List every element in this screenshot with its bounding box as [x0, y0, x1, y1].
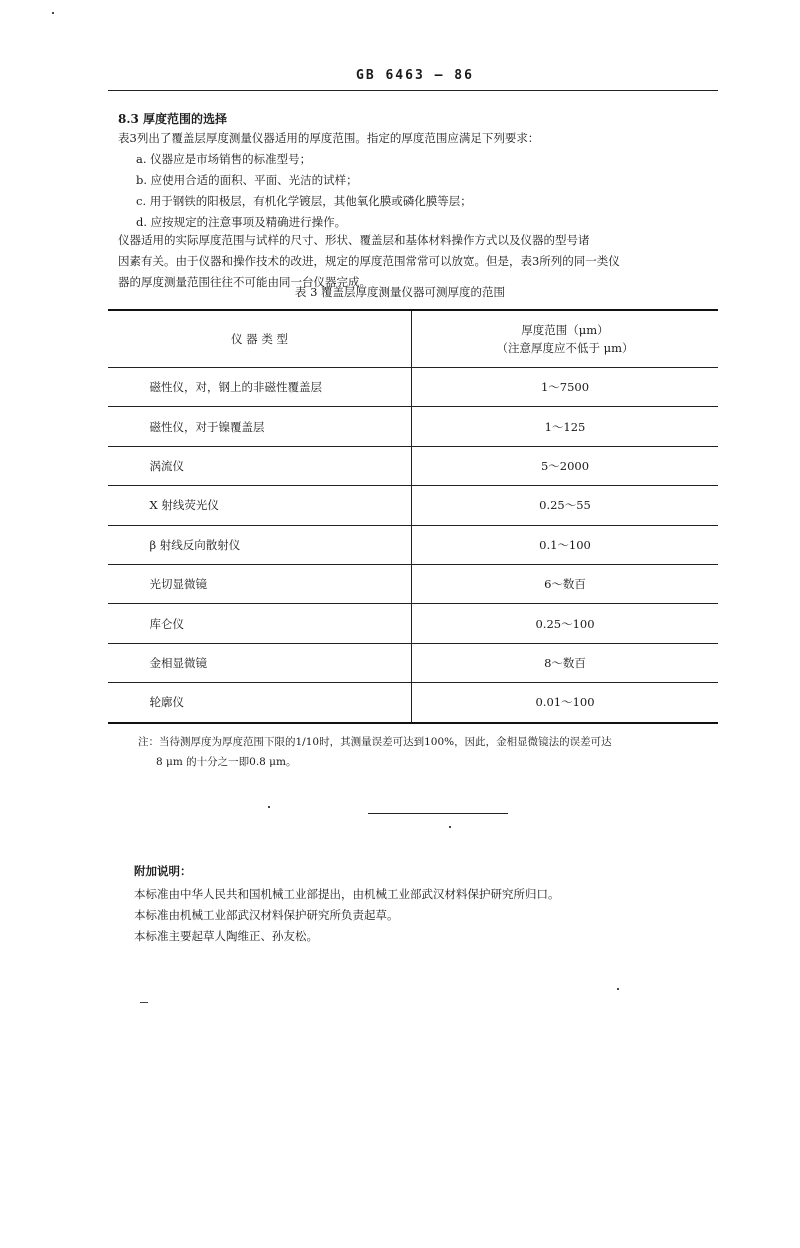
section-title: 8.3 厚度范围的选择	[118, 112, 228, 126]
thickness-range-table	[108, 309, 718, 724]
table-row	[108, 643, 718, 682]
requirement-item-a: a. 仪器应是市场销售的标准型号；	[136, 152, 312, 166]
table-note	[138, 732, 724, 772]
scan-speck	[617, 988, 619, 990]
range-cell: 8～数百	[412, 643, 719, 682]
requirement-item-b: b. 应使用合适的面积、平面、光洁的试样；	[136, 173, 358, 187]
instrument-cell: 磁性仪，对，钢上的非磁性覆盖层	[149, 380, 322, 395]
range-cell: 0.01～100	[412, 683, 719, 723]
table-row	[108, 486, 718, 525]
instrument-cell: 光切显微镜	[149, 577, 207, 592]
additional-notes-title: 附加说明：	[134, 864, 192, 878]
end-rule	[368, 813, 508, 814]
range-cell: 1～125	[412, 407, 719, 446]
table-row	[108, 564, 718, 603]
header-instrument: 仪 器 类 型	[108, 310, 412, 368]
header-range	[412, 310, 719, 368]
header-rule	[108, 90, 718, 91]
scan-speck	[140, 1002, 148, 1003]
instrument-cell: 轮廓仪	[149, 695, 184, 710]
additional-line: 本标准主要起草人陶维正、孙友松。	[134, 929, 318, 943]
range-cell: 0.1～100	[412, 525, 719, 564]
table-row	[108, 446, 718, 485]
paragraph-line: 器的厚度测量范围往往不可能由同一台仪器完成。	[118, 275, 371, 289]
range-cell: 0.25～100	[412, 604, 719, 643]
table-row	[108, 407, 718, 446]
instrument-cell: 磁性仪，对于镍覆盖层	[149, 419, 265, 434]
section-intro: 表3列出了覆盖层厚度测量仪器适用的厚度范围。指定的厚度范围应满足下列要求：	[118, 131, 540, 145]
instrument-cell: β 射线反向散射仪	[149, 537, 241, 552]
instrument-cell: X 射线荧光仪	[149, 498, 219, 513]
instrument-cell: 库仑仪	[149, 616, 184, 631]
instrument-cell: 金相显微镜	[149, 655, 207, 670]
additional-line: 本标准由机械工业部武汉材料保护研究所负责起草。	[134, 908, 399, 922]
range-cell: 0.25～55	[412, 486, 719, 525]
table-row	[108, 604, 718, 643]
additional-line: 本标准由中华人民共和国机械工业部提出，由机械工业部武汉材料保护研究所归口。	[134, 887, 560, 901]
requirement-item-d: d. 应按规定的注意事项及精确进行操作。	[136, 215, 347, 229]
standard-code: GB 6463 — 86	[356, 68, 474, 83]
range-cell: 5～2000	[412, 446, 719, 485]
header-range-line2: （注意厚度应不低于 μm）	[496, 341, 634, 355]
paragraph-line: 因素有关。由于仪器和操作技术的改进，规定的厚度范围常常可以放宽。但是，表3所列的同一类仪	[118, 254, 620, 268]
table-caption: 表 3 覆盖层厚度测量仪器可测厚度的范围	[294, 285, 506, 299]
scan-speck	[268, 806, 270, 808]
paragraph-line: 仪器适用的实际厚度范围与试样的尺寸、形状、覆盖层和基体材料操作方式以及仪器的型号诸	[118, 233, 590, 247]
table-row	[108, 368, 718, 407]
note-line: 8 μm 的十分之一即0.8 μm。	[156, 756, 297, 768]
note-line: 注：当待测厚度为厚度范围下限的1/10时，其测量误差可达到100%，因此，金相显微镜法的误差可达	[138, 736, 612, 748]
instrument-cell: 涡流仪	[149, 458, 184, 473]
scan-speck	[449, 826, 451, 828]
table-row	[108, 525, 718, 564]
requirement-item-c: c. 用于钢铁的阳极层，有机化学镀层，其他氧化膜或磷化膜等层；	[136, 194, 472, 208]
scan-speck	[52, 12, 54, 14]
table-header-row	[108, 310, 718, 368]
range-cell: 6～数百	[412, 564, 719, 603]
table-row	[108, 683, 718, 723]
header-range-line1: 厚度范围（μm）	[521, 323, 609, 337]
range-cell: 1～7500	[412, 368, 719, 407]
